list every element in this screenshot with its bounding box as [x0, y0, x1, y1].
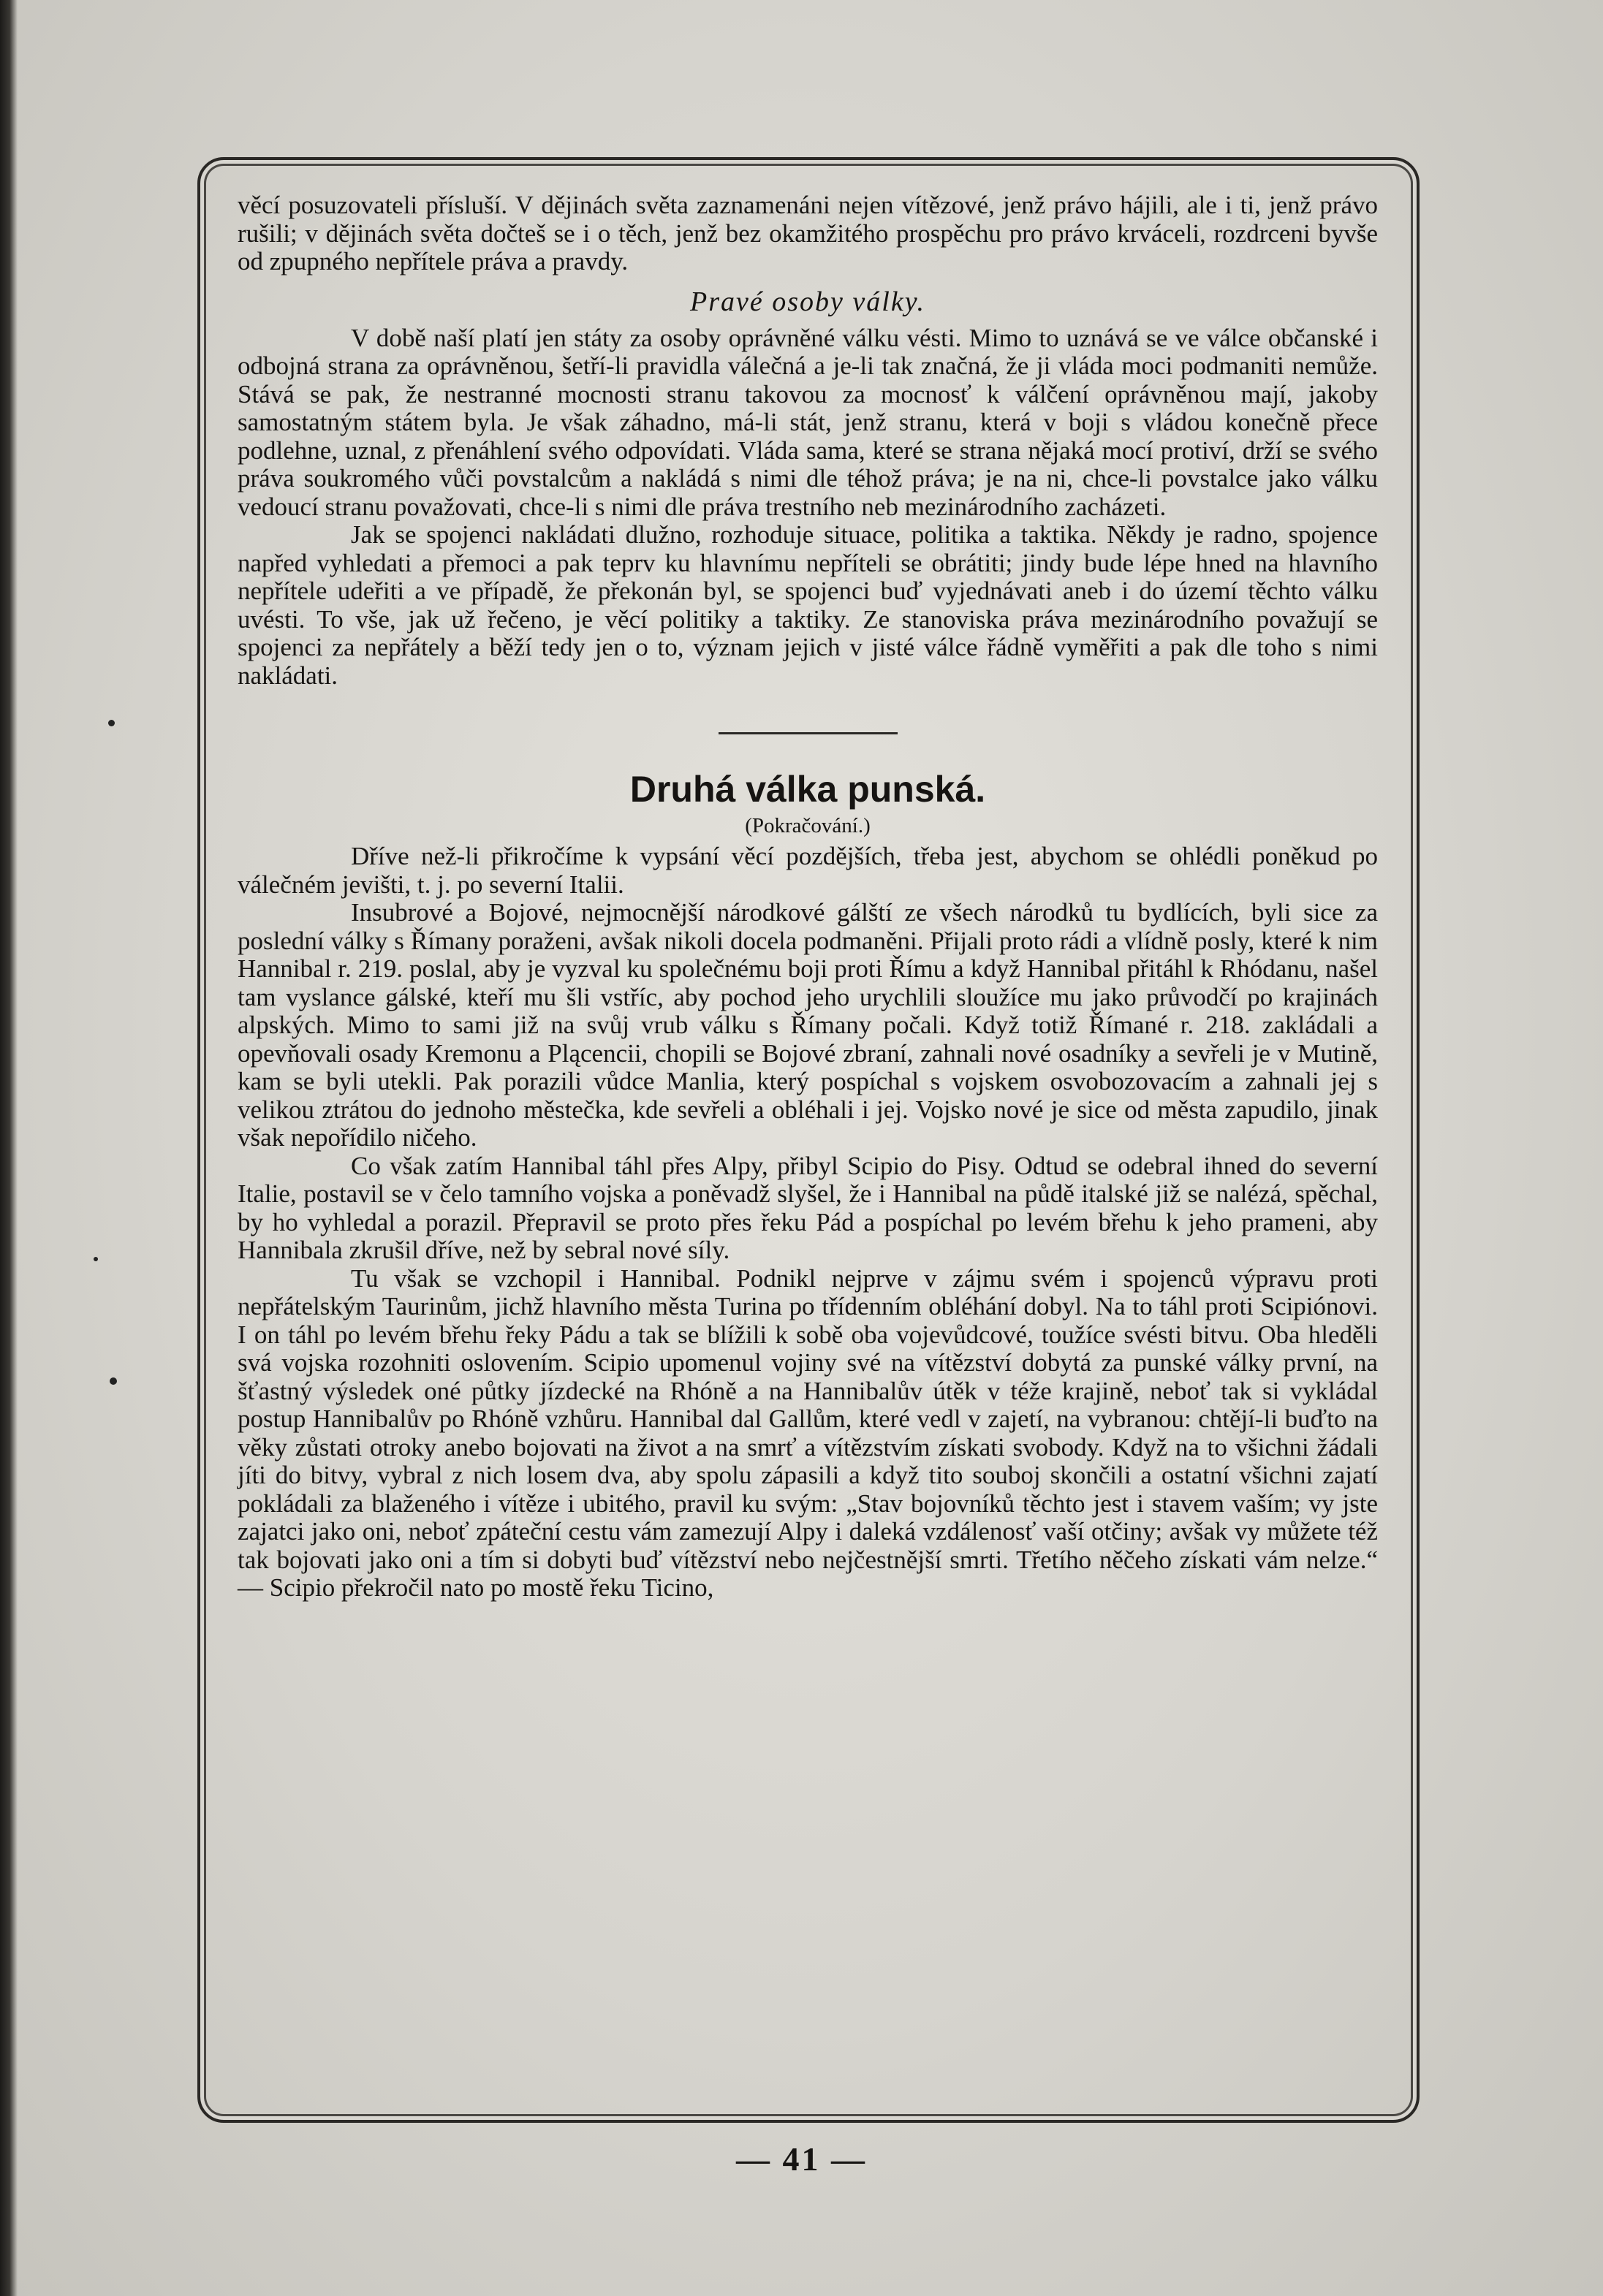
page-number: — 41 — [736, 2140, 867, 2178]
section-divider [719, 732, 898, 734]
section-heading: Pravé osoby války. [690, 286, 925, 317]
book-spine-shadow [0, 0, 18, 2296]
paragraph: Jak se spojenci nakládati dlužno, rozhoduje situace, politika a taktika. Někdy je radno, spojence napřed vyhledati a přemoci a pak teprv ku hlavnímu nepříteli se obrátiti; jindy bude lépe hned na hlavního nepřítele udeřiti a ve případě, že překonán byl, se spojenci buď vyjednávati aneb i do území těchto válku uvésti. To vše, jak už řečeno, je věcí politiky a taktiky. Ze stanoviska práva mezinárodního považují se spojenci za nepřátely a běží tedy jen o to, význam jejich v jisté válce řádně vyměřiti a pak dle toho s nimi nakládati. [238, 520, 1378, 690]
ink-speck [110, 1377, 117, 1385]
paragraph: Co však zatím Hannibal táhl přes Alpy, přibyl Scipio do Pisy. Odtud se odebral ihned do severní Italie, postavil se v čelo tamního vojska a poněvadž slyšel, že i Hannibal na půdě italské již se nalézá, spěchal, by ho vyhledal a porazil. Přepravil se proto přes řeku Pád a pospíchal po levém břehu k jeho prameni, aby Hannibala zkrušil dříve, než by sebral nové síly. [238, 1151, 1378, 1264]
paragraph: Tu však se vzchopil i Hannibal. Podnikl nejprve v zájmu svém i spojenců výpravu proti nepřátelským Taurinům, jichž hlavního města Turina po třídenním obléhání dobyl. Na to táhl proti Scipiónovi. I on táhl po levém břehu řeky Pádu a tak se blížili k sobě oba vojevůdcové, toužíce svésti bitvu. Oba hleděli svá vojska rozohniti oslovením. Scipio upomenul vojiny své na vítězství dobytá za punské války první, na šťastný výsledek oné půtky jízdecké na Rhóně a na Hannibalův útěk v téže krajině, neboť tak si vykládal postup Hannibalův po Rhóně vzhůru. Hannibal dal Gallům, které vedl v zajetí, na vybranou: chtějí-li buďto na věky zůstati otroky anebo bojovati na život a na smrť a vítězstvím získati svobody. Když na to všichni žádali jíti do bitvy, vybral z nich losem dva, aby spolu zápasili a když tito souboj skončili a ostatní všichni zajatí pokládali za blaženého i vítěze i ubitého, pravil ku svým: „Stav bojovníků těchto jest i stavem vaším; vy jste zajatci jako oni, neboť zpáteční cestu vám zamezují Alpy i daleká vzdálenosť vaší otčiny; avšak vy můžete též tak bojovati jako oni a tím si dobyti buď vítězství nebo nejčestnější smrti. Třetího něčeho získati vám nelze.“ — Scipio překročil nato po mostě řeku Ticino, [238, 1263, 1378, 1602]
paragraph: Dříve než-li přikročíme k vypsání věcí pozdějších, třeba jest, abychom se ohlédli poněkud po válečném jevišti, t. j. po severní Italii. [238, 842, 1378, 899]
continuation-note: (Pokračování.) [745, 814, 871, 837]
article-title: Druhá válka punská. [629, 769, 986, 810]
paragraph: V době naší platí jen státy za osoby oprávněné válku vésti. Mimo to uznává se ve válce občanské i odbojná strana za oprávněnou, šetří-li pravidla válečná a je-li tak značná, že ji vláda moci podmaniti nemůže. Stává se pak, že nestranné mocnosti stranu takovou za mocnosť k válčení oprávněnou mají, jakoby samostatným státem byla. Je však záhadno, má-li stát, jenž stranu, která v boji s vládou konečně přece podlehne, uznal, z přenáhlení svého odpovídati. Vláda sama, které se strana nějaká mocí protiví, drží se svého práva soukromého vůči povstalcům a nakládá s nimi dle téhož práva; je na ni, chce-li povstalce jako válku vedoucí stranu považovati, chce-li s nimi dle práva trestního neb mezinárodního zacházeti. [238, 323, 1378, 521]
paragraph: Insubrové a Bojové, nejmocnější národkové gálští ze všech národků tu bydlících, byli sice za poslední války s Římany poraženi, avšak nikoli docela podmaněni. Přijali proto rádi a vlídně posly, které k nim Hannibal r. 219. poslal, aby je vyzval ku společnému boji proti Římu a když Hannibal přitáhl k Rhódanu, našel tam vyslance gálské, kteří mu šli vstříc, aby pochod jeho urychlili sloužíce mu jako průvodčí po krajinách alpských. Mimo to sami již na svůj vrub válku s Římany počali. Když totiž Římané r. 218. zakládali a opevňovali osady Kremonu a Plącencii, chopili se Bojové zbraní, zahnali nové osadníky a sevřeli je v Mutině, kam se byli utekli. Pak porazili vůdce Manlia, který pospíchal s vojskem osvobozovacím a zahnali jej s velikou ztrátou do jednoho městečka, kde sevřeli a obléhali i jej. Vojsko nové je sice od města zapudilo, jinak však nepořídilo ničeho. [238, 898, 1378, 1152]
ink-speck [108, 720, 115, 726]
intro-paragraph: věcí posuzovateli přísluší. V dějinách světa zaznamenáni nejen vítězové, jenž právo hájili, ale i ti, jenž právo rušili; v dějinách světa dočteš se i o těch, jenž bez okamžitého prospěchu pro právo krváceli, rozdrceni byvše od zpupného nepřítele práva a pravdy. [238, 191, 1378, 275]
ink-speck [94, 1257, 98, 1261]
page-content [238, 191, 1378, 1603]
